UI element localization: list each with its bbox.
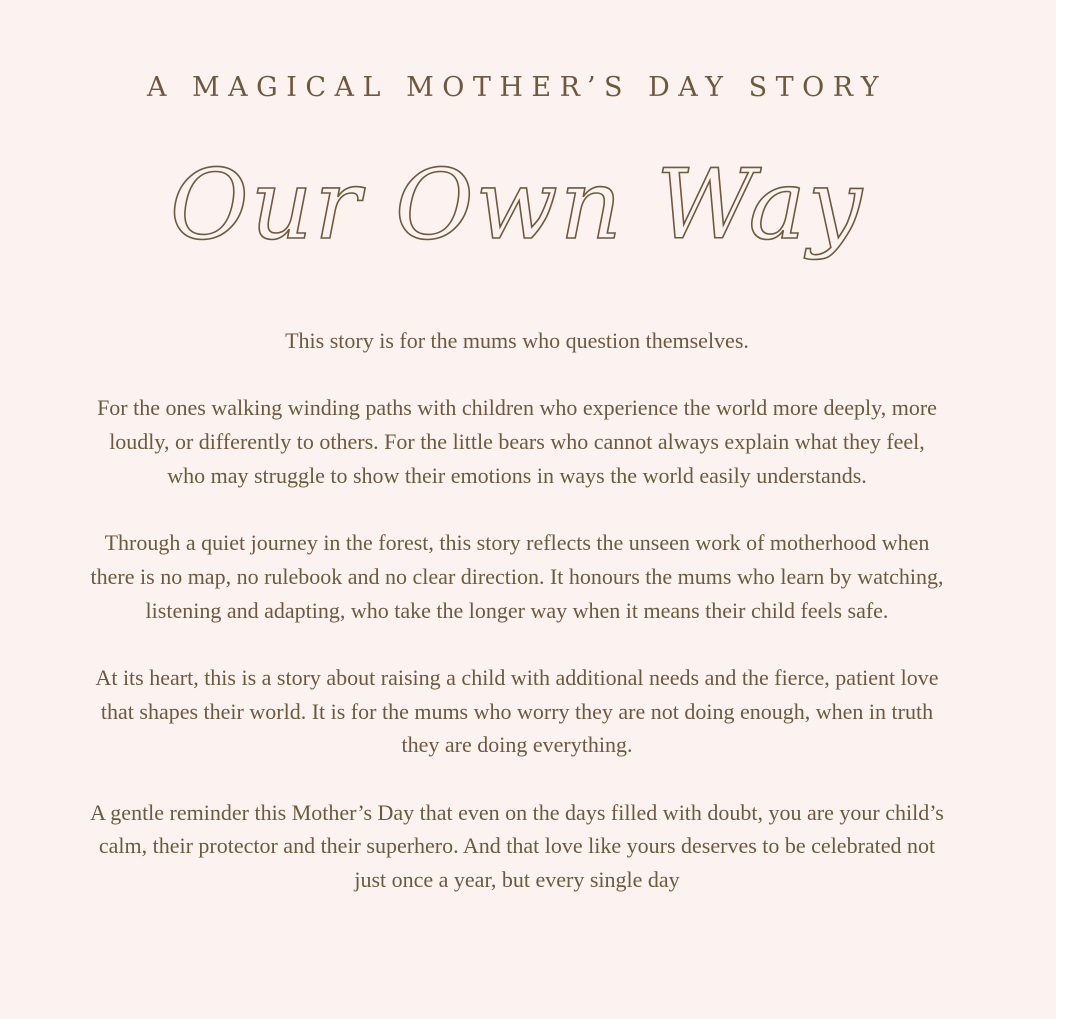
story-paragraph-4: At its heart, this is a story about raising a child with additional needs and the fierce, patient love that shapes their world. It is for the mums who worry they are not doing enough, when in truth they are doing everything. — [95, 664, 939, 758]
story-title — [0, 150, 1034, 280]
story-body — [0, 324, 1034, 931]
story-paragraph-1: This story is for the mums who question themselves. — [285, 328, 749, 353]
story-paragraph-3: Through a quiet journey in the forest, this story reflects the unseen work of motherhood when there is no map, no rulebook and no clear direction. It honours the mums who learn by watching, listening and adapting, who take the longer way when it means their child feels safe. — [90, 530, 944, 623]
story-title-lettering — [167, 150, 867, 280]
story-eyebrow: A MAGICAL MOTHER’S DAY STORY — [146, 72, 888, 103]
story-title-text: Our Own Way — [170, 150, 864, 261]
story-paragraph-2: For the ones walking winding paths with children who experience the world more deeply, more loudly, or differently to others. For the little bears who cannot always explain what they feel, who may struggle to show their emotions in ways the world easily understands. — [97, 395, 937, 488]
story-paragraph-5: A gentle reminder this Mother’s Day that even on the days filled with doubt, you are your child’s calm, their protector and their superhero. And that love like yours deserves to be celebrated not just once a year, but every single day — [90, 799, 944, 893]
